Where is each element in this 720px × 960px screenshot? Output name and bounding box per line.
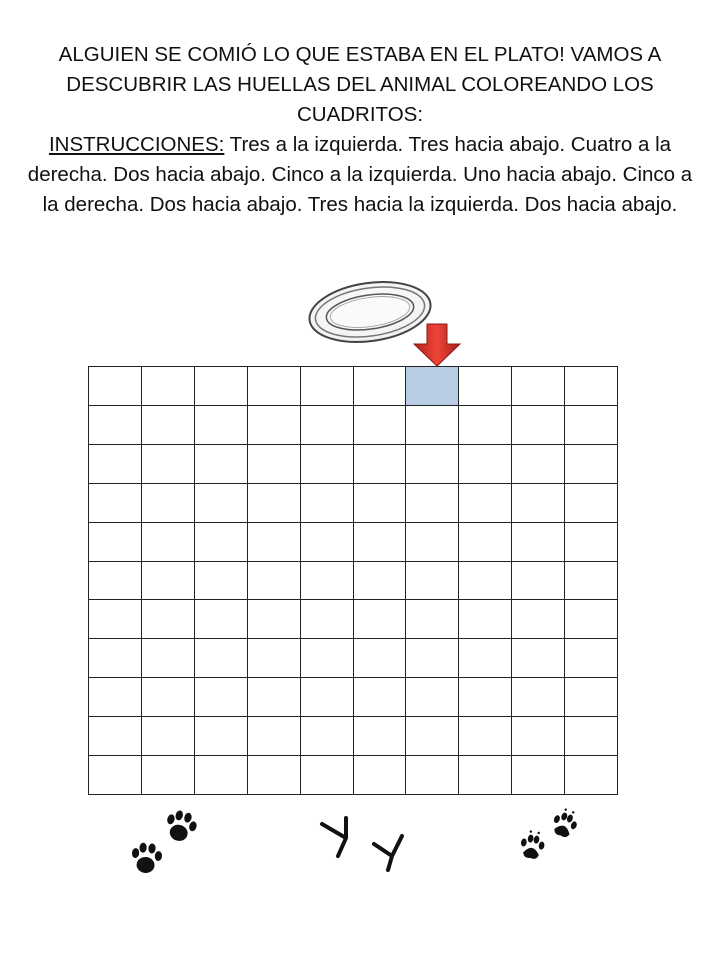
grid-cell-r7-c10[interactable] (565, 600, 618, 639)
grid-cell-r1-c6[interactable] (354, 367, 407, 406)
grid-cell-r9-c6[interactable] (354, 678, 407, 717)
grid-cell-r6-c1[interactable] (89, 562, 142, 601)
grid-cell-r10-c9[interactable] (512, 717, 565, 756)
grid-cell-r7-c2[interactable] (142, 600, 195, 639)
grid-cell-r1-c7[interactable] (406, 367, 459, 406)
grid-cell-r1-c3[interactable] (195, 367, 248, 406)
grid-cell-r2-c8[interactable] (459, 406, 512, 445)
grid-cell-r11-c2[interactable] (142, 756, 195, 795)
grid-cell-r10-c2[interactable] (142, 717, 195, 756)
grid-cell-r1-c9[interactable] (512, 367, 565, 406)
grid-cell-r9-c7[interactable] (406, 678, 459, 717)
grid-cell-r4-c5[interactable] (301, 484, 354, 523)
grid-cell-r7-c9[interactable] (512, 600, 565, 639)
heading: ALGUIEN SE COMIÓ LO QUE ESTABA EN EL PLATO! VAMOS A DESCUBRIR LAS HUELLAS DEL ANIMAL COLOREANDO LOS CUADRITOS: (58, 43, 662, 126)
grid-cell-r3-c1[interactable] (89, 445, 142, 484)
grid-cell-r11-c6[interactable] (354, 756, 407, 795)
grid-cell-r10-c4[interactable] (248, 717, 301, 756)
grid-cell-r10-c1[interactable] (89, 717, 142, 756)
grid-cell-r9-c2[interactable] (142, 678, 195, 717)
grid-cell-r3-c4[interactable] (248, 445, 301, 484)
grid-cell-r2-c1[interactable] (89, 406, 142, 445)
bird-footprints-icon (316, 812, 408, 874)
grid-cell-r11-c3[interactable] (195, 756, 248, 795)
grid-cell-r9-c10[interactable] (565, 678, 618, 717)
grid-cell-r9-c4[interactable] (248, 678, 301, 717)
grid-cell-r11-c4[interactable] (248, 756, 301, 795)
grid-cell-r8-c1[interactable] (89, 639, 142, 678)
grid-cell-r11-c10[interactable] (565, 756, 618, 795)
grid-cell-r3-c2[interactable] (142, 445, 195, 484)
grid-cell-r8-c5[interactable] (301, 639, 354, 678)
grid-cell-r6-c8[interactable] (459, 562, 512, 601)
grid-cell-r10-c3[interactable] (195, 717, 248, 756)
grid-cell-r11-c5[interactable] (301, 756, 354, 795)
grid-cell-r6-c10[interactable] (565, 562, 618, 601)
grid-cell-r2-c5[interactable] (301, 406, 354, 445)
grid-cell-r7-c6[interactable] (354, 600, 407, 639)
grid-cell-r4-c8[interactable] (459, 484, 512, 523)
grid-cell-r3-c10[interactable] (565, 445, 618, 484)
grid-cell-r6-c4[interactable] (248, 562, 301, 601)
grid-cell-r3-c8[interactable] (459, 445, 512, 484)
grid-cell-r2-c6[interactable] (354, 406, 407, 445)
grid-cell-r7-c5[interactable] (301, 600, 354, 639)
grid-cell-r11-c9[interactable] (512, 756, 565, 795)
grid-cell-r6-c3[interactable] (195, 562, 248, 601)
grid-cell-r9-c5[interactable] (301, 678, 354, 717)
grid-cell-r4-c7[interactable] (406, 484, 459, 523)
grid-cell-r8-c8[interactable] (459, 639, 512, 678)
grid-cell-r1-c4[interactable] (248, 367, 301, 406)
grid-cell-r4-c9[interactable] (512, 484, 565, 523)
instructions (18, 130, 702, 220)
worksheet-text (18, 40, 702, 220)
grid-cell-r2-c3[interactable] (195, 406, 248, 445)
grid-cell-r8-c9[interactable] (512, 639, 565, 678)
grid-cell-r11-c1[interactable] (89, 756, 142, 795)
grid-cell-r1-c1[interactable] (89, 367, 142, 406)
grid-cell-r1-c8[interactable] (459, 367, 512, 406)
grid-cell-r6-c2[interactable] (142, 562, 195, 601)
instructions-label: INSTRUCCIONES: (48, 133, 225, 156)
grid-cell-r6-c9[interactable] (512, 562, 565, 601)
grid-cell-r7-c8[interactable] (459, 600, 512, 639)
grid-cell-r5-c1[interactable] (89, 523, 142, 562)
grid-cell-r8-c10[interactable] (565, 639, 618, 678)
grid-cell-r11-c7[interactable] (406, 756, 459, 795)
grid-cell-r3-c9[interactable] (512, 445, 565, 484)
grid-cell-r7-c7[interactable] (406, 600, 459, 639)
grid-cell-r1-c2[interactable] (142, 367, 195, 406)
grid-cell-r10-c7[interactable] (406, 717, 459, 756)
grid-cell-r3-c3[interactable] (195, 445, 248, 484)
grid-cell-r9-c1[interactable] (89, 678, 142, 717)
grid-cell-r2-c4[interactable] (248, 406, 301, 445)
grid-cell-r9-c9[interactable] (512, 678, 565, 717)
grid-cell-r6-c6[interactable] (354, 562, 407, 601)
grid-cell-r4-c2[interactable] (142, 484, 195, 523)
grid-cell-r8-c2[interactable] (142, 639, 195, 678)
grid-cell-r5-c9[interactable] (512, 523, 565, 562)
grid-cell-r5-c10[interactable] (565, 523, 618, 562)
grid-cell-r1-c5[interactable] (301, 367, 354, 406)
grid-cell-r4-c4[interactable] (248, 484, 301, 523)
dog-paw-prints-icon (510, 802, 592, 870)
grid-cell-r1-c10[interactable] (565, 367, 618, 406)
grid-cell-r5-c8[interactable] (459, 523, 512, 562)
grid-cell-r7-c4[interactable] (248, 600, 301, 639)
grid-cell-r8-c6[interactable] (354, 639, 407, 678)
grid-cell-r9-c3[interactable] (195, 678, 248, 717)
grid-cell-r7-c1[interactable] (89, 600, 142, 639)
grid-cell-r4-c6[interactable] (354, 484, 407, 523)
grid-cell-r3-c6[interactable] (354, 445, 407, 484)
grid-cell-r9-c8[interactable] (459, 678, 512, 717)
grid-cell-r8-c3[interactable] (195, 639, 248, 678)
grid-cell-r7-c3[interactable] (195, 600, 248, 639)
grid-cell-r5-c7[interactable] (406, 523, 459, 562)
grid-cell-r2-c2[interactable] (142, 406, 195, 445)
grid-cell-r8-c7[interactable] (406, 639, 459, 678)
grid-cell-r6-c5[interactable] (301, 562, 354, 601)
grid-cell-r5-c2[interactable] (142, 523, 195, 562)
grid-cell-r6-c7[interactable] (406, 562, 459, 601)
grid-cell-r2-c9[interactable] (512, 406, 565, 445)
grid-cell-r10-c10[interactable] (565, 717, 618, 756)
coloring-grid (88, 366, 618, 795)
grid-cell-r3-c7[interactable] (406, 445, 459, 484)
instructions-text: Tres a la izquierda. Tres hacia abajo. Cuatro a la derecha. Dos hacia abajo. Cinco a la izquierda. Uno hacia abajo. Cinco a la derecha. Dos hacia abajo. Tres hacia la izquierda. Dos hacia abajo. (27, 133, 693, 216)
grid-cell-r4-c3[interactable] (195, 484, 248, 523)
grid-cell-r8-c4[interactable] (248, 639, 301, 678)
grid-cell-r11-c8[interactable] (459, 756, 512, 795)
grid-cell-r5-c5[interactable] (301, 523, 354, 562)
cat-paw-prints-icon (124, 806, 204, 880)
down-arrow-icon (412, 322, 462, 368)
grid-cell-r5-c4[interactable] (248, 523, 301, 562)
grid-cell-r10-c8[interactable] (459, 717, 512, 756)
grid-cell-r5-c6[interactable] (354, 523, 407, 562)
grid-cell-r4-c10[interactable] (565, 484, 618, 523)
grid-cell-r5-c3[interactable] (195, 523, 248, 562)
grid-cell-r10-c6[interactable] (354, 717, 407, 756)
grid-cell-r3-c5[interactable] (301, 445, 354, 484)
grid-cell-r2-c7[interactable] (406, 406, 459, 445)
grid-cell-r2-c10[interactable] (565, 406, 618, 445)
grid-cell-r10-c5[interactable] (301, 717, 354, 756)
grid-cell-r4-c1[interactable] (89, 484, 142, 523)
